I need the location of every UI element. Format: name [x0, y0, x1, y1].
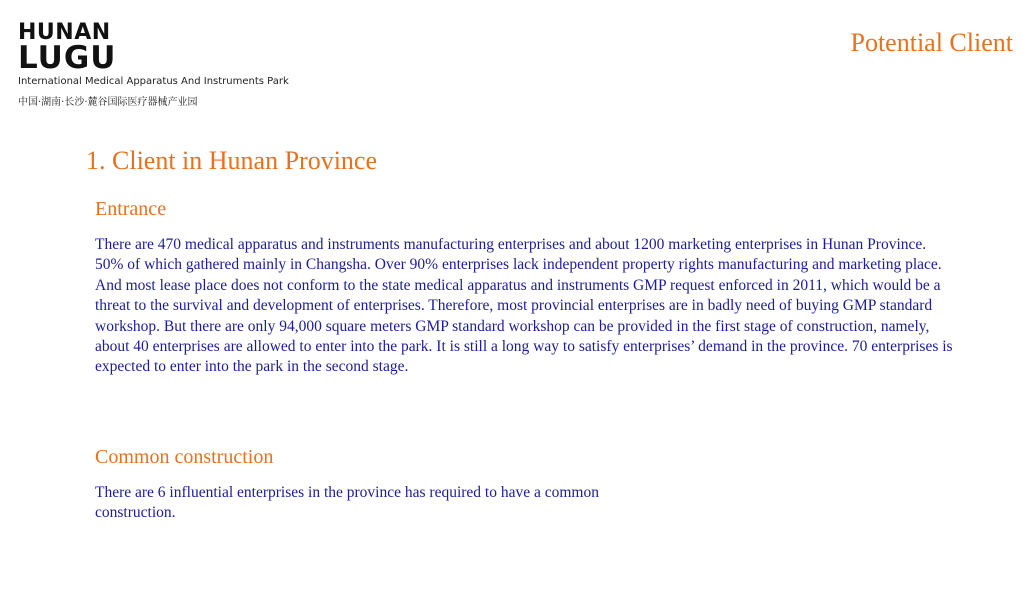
common-construction-heading: Common construction — [95, 446, 274, 468]
logo-line-lugu: LUGU — [18, 40, 117, 76]
company-logo — [18, 22, 289, 108]
entrance-paragraph: There are 470 medical apparatus and instruments manufacturing enterprises and about 1200 marketing enterprises in Hunan Province. 50% of which gathered mainly in Changsha. Over 90% enterprises lack independent property rights manufacturing and marketing place. And most lease place does not conform to the state medical apparatus and instruments GMP request enforced in 2011, which would be a threat to the survival and development of enterprises. Therefore, most provincial enterprises are in badly need of buying GMP standard workshop. But there are only 94,000 square meters GMP standard workshop can be provided in the first stage of construction, namely, about 40 enterprises are allowed to enter into the park. It is still a long way to satisfy enterprises’ demand in the province. 70 enterprises is expected to enter into the park in the second stage. — [95, 236, 953, 376]
logo-subtitle-english: International Medical Apparatus And Instruments Park — [18, 76, 289, 87]
logo-line-hunan: HUNAN — [18, 20, 111, 45]
common-construction-paragraph: There are 6 influential enterprises in the province has required to have a common construction. — [95, 484, 599, 522]
page-title: Potential Client — [850, 28, 1013, 57]
logo-subtitle-chinese: 中国·湖南·长沙·麓谷国际医疗器械产业园 — [18, 97, 198, 108]
entrance-heading: Entrance — [95, 198, 167, 220]
section-title: 1. Client in Hunan Province — [86, 146, 378, 175]
